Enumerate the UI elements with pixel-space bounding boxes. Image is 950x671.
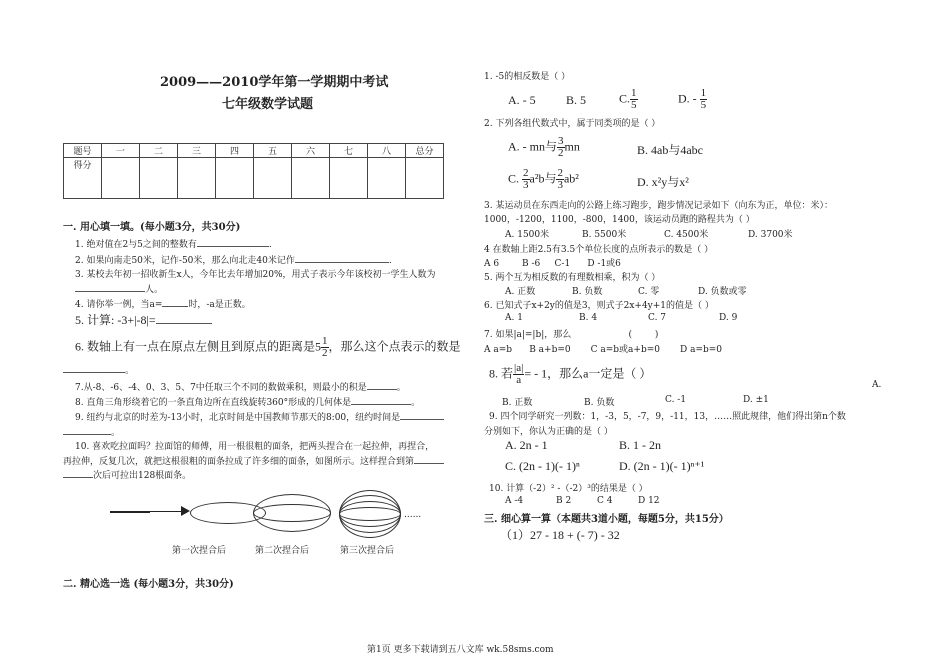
choice-q1-B: B. 5 (566, 93, 587, 107)
exam-subtitle: 七年级数学试题 (222, 97, 314, 112)
choice-q8: 8. 若 $\frac{|a|}{a}$ = - 1，那么a一定是（ ） (489, 362, 652, 386)
score-cell[interactable] (102, 158, 140, 199)
noodle-stage-2-inner (253, 504, 331, 522)
section3-title: 三. 细心算一算（本题共3道小题，每题5分，共15分） (484, 514, 729, 525)
choice-q2: 2. 下列各组代数式中，属于同类项的是（ ） (484, 119, 661, 129)
fill-q4: 4. 请你举一例，当a= 时，-a是正数。 (75, 296, 251, 310)
choice-q9-C: C. (2n - 1)(- 1)ⁿ (505, 459, 580, 473)
choice-q8-opt1: B. 正数 (502, 398, 533, 408)
score-header: 八 (368, 144, 406, 158)
choice-q2-C: C. $\frac{2}{3}$ a²b与 $\frac{2}{3}$ ab² (508, 167, 579, 191)
score-header: 七 (330, 144, 368, 158)
choice-q3-A: A. 1500米 (505, 230, 550, 240)
choice-q6-C: C. 7 (648, 313, 667, 323)
choice-q2-B: B. 4ab与4abc (637, 143, 703, 157)
figure-label-2: 第二次捏合后 (255, 546, 310, 556)
score-row-label: 得分 (64, 158, 102, 199)
choice-q2-A: A. - mn与 $\frac{3}{2}$ mn (508, 135, 580, 159)
choice-q8-opt3: C. -1 (665, 395, 687, 405)
score-cell[interactable] (292, 158, 330, 199)
choice-q8-opt2: B. 负数 (584, 398, 615, 408)
choice-q10-A: A -4 (505, 496, 524, 506)
choice-q1-C: C. $\frac{1}{5}$ (619, 87, 637, 111)
choice-q6-D: D. 9 (719, 313, 738, 323)
fill-q10-line2: 再拉伸，反复几次，就把这根很粗的面条拉成了许多细的面条，如图所示。这样捏合到第 (63, 453, 444, 467)
fill-q9: 9. 纽约与北京的时差为-13小时，北京时间是中国教师节那天的8:00，纽约时间是 (75, 409, 444, 423)
choice-q10-C: C 4 (597, 496, 613, 506)
score-header: 一 (102, 144, 140, 158)
fill-q5: 5. 计算: -3+|-8|= (75, 311, 212, 328)
figure-ellipsis: ...... (404, 510, 422, 520)
fill-q7: 7.从-8、-6、-4、0、3、5、7中任取三个不同的数做乘积，则最小的积是 。 (75, 379, 406, 393)
choice-q9: 9. 四个同学研究一列数：1，-3，5，-7，9，-11，13，……照此规律，他们得出第n个数 (489, 412, 846, 422)
calc-q1: （1）27 - 18 + (- 7) - 32 (500, 528, 620, 542)
choice-q9-A: A. 2n - 1 (505, 438, 548, 452)
score-cell[interactable] (406, 158, 444, 199)
choice-q6-A: A. 1 (505, 313, 523, 323)
score-table (63, 143, 444, 199)
exam-title: 2009——2010学年第一学期期中考试 (160, 75, 389, 90)
choice-q8-opt4: D. ±1 (743, 395, 769, 405)
score-header: 题号 (64, 144, 102, 158)
score-cell[interactable] (216, 158, 254, 199)
section2-title: 二. 精心选一选 (每小题3分，共30分) (63, 579, 234, 590)
score-header: 六 (292, 144, 330, 158)
choice-q3-B: B. 5500米 (582, 230, 627, 240)
choice-q1-D: D. - $\frac{1}{5}$ (678, 87, 707, 111)
fill-q10: 10. 喜欢吃拉面吗？拉面馆的师傅，用一根很粗的面条，把两头捏合在一起拉伸，再捏合， (75, 442, 435, 452)
score-header: 总分 (406, 144, 444, 158)
page-footer: 第1页 更多下载请到五八文库 wk.58sms.com (367, 645, 554, 655)
score-cell[interactable] (368, 158, 406, 199)
choice-q6-B: B. 4 (579, 313, 598, 323)
fill-q1: 1. 绝对值在2与5之间的整数有 . (75, 236, 272, 250)
choice-q5-A: A. 正数 (505, 287, 536, 297)
choice-q5-D: D. 负数或零 (698, 287, 747, 297)
section1-title: 一. 用心填一填。(每小题3分，共30分) (63, 222, 241, 233)
score-cell[interactable] (140, 158, 178, 199)
choice-q9-B: B. 1 - 2n (619, 438, 661, 452)
choice-q9-line2: 分别如下，你认为正确的是（ ） (484, 427, 613, 437)
fill-q9-tail: 。 (63, 424, 120, 438)
fill-q6: 6. 数轴上有一点在原点左侧且到原点的距离是5 $\frac{1}{2}$ ，那么这个点表示的数是 (75, 335, 461, 359)
noodle-stage-0 (110, 511, 150, 513)
score-cell[interactable] (330, 158, 368, 199)
choice-q3-C: C. 4500米 (664, 230, 709, 240)
choice-q2-D: D. x²y与x² (637, 175, 689, 189)
figure-label-3: 第三次捏合后 (340, 546, 395, 556)
choice-q3-line2: 1000，-1200，1100，-800，1400，该运动员跑的路程共为（ ） (484, 215, 755, 225)
choice-q9-D: D. (2n - 1)(- 1)ⁿ⁺¹ (619, 459, 705, 473)
fill-q8: 8. 直角三角形绕着它的一条直角边所在直线旋转360°形成的几何体是 。 (75, 394, 420, 408)
score-cell[interactable] (178, 158, 216, 199)
fill-q3: 3. 某校去年初一招收新生x人，今年比去年增加20%，用式子表示今年该校初一学生人数为 (75, 270, 436, 280)
choice-q8-A: A. (872, 380, 882, 390)
choice-q7-opts: A a=b B a+b=0 C a=b或a+b=0 D a=b=0 (484, 345, 723, 355)
fill-q2: 2. 如果向南走50米，记作-50米，那么向北走40米记作 . (75, 252, 392, 266)
choice-q5: 5. 两个互为相反数的有理数相乘，积为（ ） (484, 273, 661, 283)
choice-q1: 1. -5的相反数是（ ） (484, 72, 571, 82)
choice-q5-B: B. 负数 (572, 287, 603, 297)
choice-q4-opts: A 6 B -6 C-1 D -1或6 (484, 259, 621, 269)
choice-q10-D: D 12 (638, 496, 660, 506)
choice-q3: 3. 某运动员在东西走向的公路上练习跑步，跑步情况记录如下（向东为正，单位：米）： (484, 201, 833, 211)
figure-label-1: 第一次捏合后 (172, 546, 227, 556)
score-header: 五 (254, 144, 292, 158)
choice-q3-D: D. 3700米 (748, 230, 793, 240)
choice-q4: 4 在数轴上距2.5有3.5个单位长度的点所表示的数是（ ） (484, 245, 714, 255)
choice-q5-C: C. 零 (638, 287, 660, 297)
score-header: 四 (216, 144, 254, 158)
choice-q6: 6. 已知式子x+2y的值是3，则式子2x+4y+1的值是（ ） (484, 301, 714, 311)
arrow-head-icon (181, 506, 190, 516)
choice-q1-A: A. - 5 (508, 93, 536, 107)
choice-q10: 10. 计算（-2）² -（-2）³的结果是（ ） (489, 484, 648, 494)
score-header: 三 (178, 144, 216, 158)
choice-q7: 7. 如果|a|=|b|，那么 ( ) (484, 330, 659, 340)
fill-q3-tail: 人。 (75, 281, 163, 295)
fill-q6-tail: 。 (63, 362, 134, 376)
score-header: 二 (140, 144, 178, 158)
choice-q10-B: B 2 (556, 496, 572, 506)
score-cell[interactable] (254, 158, 292, 199)
fill-q10-line3: 次后可拉出128根面条。 (63, 467, 191, 481)
